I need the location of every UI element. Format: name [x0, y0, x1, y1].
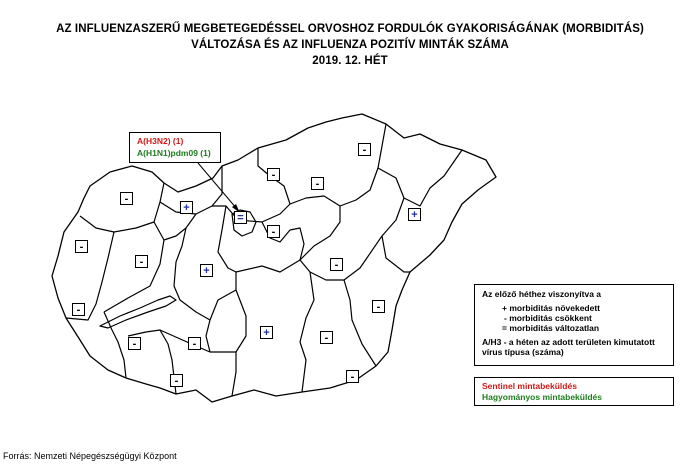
callout-traditional-text: A(H1N1)pdm09 (1) [137, 148, 211, 158]
legend-unchanged: = morbiditás változatlan [502, 323, 600, 333]
county-symbol: - [120, 192, 133, 205]
county-symbol: - [128, 337, 141, 350]
legend-heading: Az előző héthez viszonyítva a [482, 289, 602, 299]
county-symbol: - [358, 143, 371, 156]
county-symbol: = [234, 211, 247, 224]
title-line-3: 2019. 12. HÉT [312, 55, 388, 67]
county-symbol: + [200, 264, 213, 277]
virus-callout [129, 132, 221, 163]
legend-box [474, 284, 674, 366]
county-symbol: + [408, 208, 421, 221]
county-symbol: + [180, 201, 193, 214]
county-symbol: - [311, 177, 324, 190]
country-border [52, 114, 496, 402]
county-symbol: - [372, 300, 385, 313]
legend-traditional: Hagyományos mintabeküldés [482, 392, 602, 402]
sample-legend-box [474, 377, 674, 406]
county-symbol: - [346, 370, 359, 383]
county-symbol: - [267, 225, 280, 238]
county-symbol: - [320, 331, 333, 344]
legend-virus-note-1: A/H3 - a héten az adott területen kimutatott [482, 337, 655, 347]
legend-decrease: - morbiditás csökkent [504, 313, 592, 323]
county-symbol: - [330, 258, 343, 271]
legend-virus-note-2: vírus típusa (száma) [482, 347, 564, 357]
county-symbol: - [135, 255, 148, 268]
county-symbol: - [170, 374, 183, 387]
legend-sentinel: Sentinel mintabeküldés [482, 381, 577, 391]
source-note: Forrás: Nemzeti Népegészségügyi Központ [3, 451, 177, 461]
title-line-2: VÁLTOZÁSA ÉS AZ INFLUENZA POZITÍV MINTÁK SZÁMA [191, 39, 509, 51]
county-symbol: - [267, 168, 280, 181]
legend-increase: + morbiditás növekedett [502, 303, 601, 313]
county-symbol: - [188, 337, 201, 350]
county-symbol: - [75, 240, 88, 253]
title-line-1: AZ INFLUENZASZERŰ MEGBETEGEDÉSSEL ORVOSHOZ FORDULÓK GYAKORISÁGÁNAK (MORBIDITÁS) [56, 23, 644, 35]
county-symbol: + [260, 326, 273, 339]
callout-sentinel-text: A(H3N2) (1) [137, 136, 184, 146]
county-symbol: - [72, 303, 85, 316]
